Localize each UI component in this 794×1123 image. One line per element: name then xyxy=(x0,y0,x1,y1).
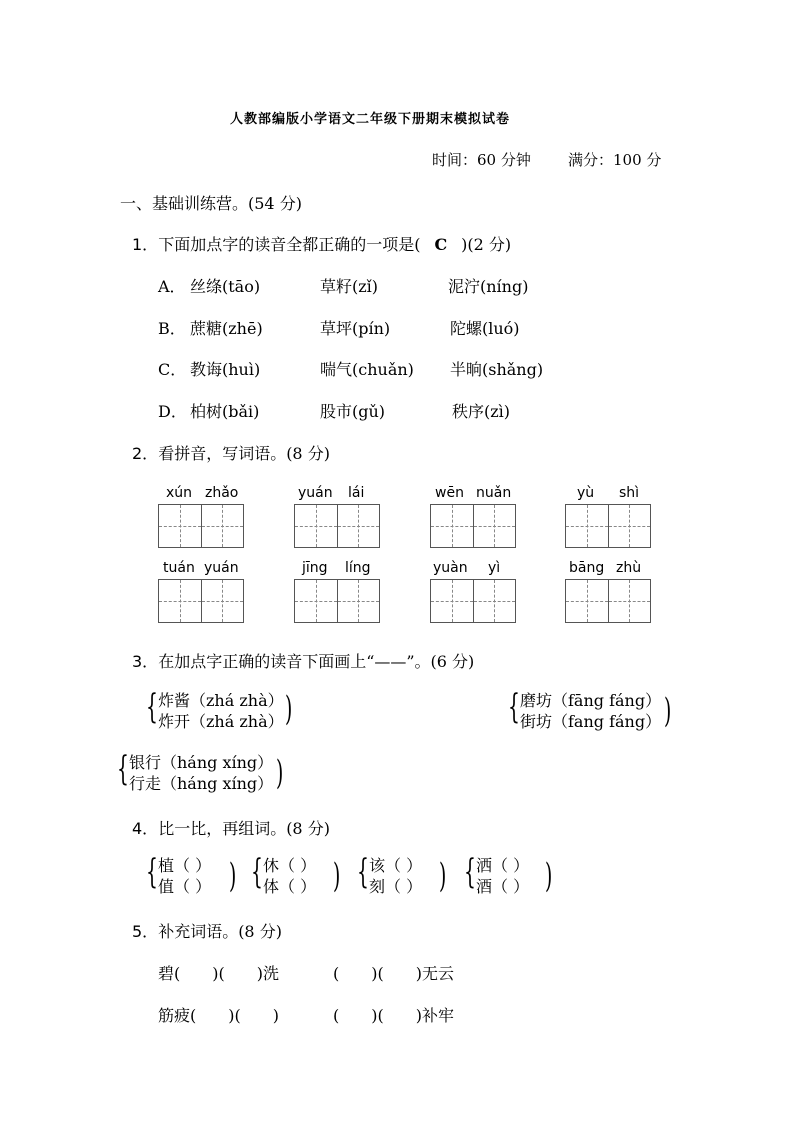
q5-idiom-3[interactable]: 筋疲( )( ) xyxy=(158,1006,279,1025)
q1-option-b-word-2: 草坪(pín) xyxy=(320,319,391,338)
q1-stem-after: )(2 分) xyxy=(461,235,512,254)
right-brace: ) xyxy=(285,689,293,729)
q1-option-c-letter: C． xyxy=(158,360,187,379)
exam-title: 人教部编版小学语文二年级下册期末模拟试卷 xyxy=(230,112,511,127)
q3-group-2 xyxy=(520,690,661,732)
q2-writing-grid[interactable] xyxy=(294,579,380,623)
q2-writing-grid[interactable] xyxy=(430,579,516,623)
q2-pinyin-1a: xún xyxy=(166,485,193,501)
right-brace: ) xyxy=(664,691,672,731)
q2-pinyin-4b: shì xyxy=(619,485,640,501)
exam-score: 满分：100 分 xyxy=(568,151,662,169)
left-brace: { xyxy=(357,852,369,892)
q5-stem xyxy=(132,919,282,942)
q1-option-b-word-1: 蔗糖(zhē) xyxy=(190,319,263,338)
left-brace: { xyxy=(508,687,520,727)
q1-option-c-word-2: 喘气(chuǎn) xyxy=(320,360,414,379)
q1-stem-before: 下面加点字的读音全都正确的一项是( xyxy=(158,235,421,254)
section-title: 一、基础训练营。(54 分) xyxy=(120,194,302,213)
q3-item[interactable]: 银行（háng xíng） xyxy=(129,753,274,772)
q2-number: 2． xyxy=(132,444,159,463)
q4-group-3 xyxy=(369,855,422,897)
q4-item[interactable]: 刻（ ） xyxy=(369,877,423,896)
right-brace: ) xyxy=(276,753,284,793)
q1-option-d-letter: D． xyxy=(158,402,187,421)
q1-option-d-word-3: 秩序(zì) xyxy=(452,402,511,421)
q4-number: 4． xyxy=(132,819,159,838)
q2-pinyin-6b: líng xyxy=(345,560,371,576)
q3-item[interactable]: 炸开（zhá zhà） xyxy=(158,712,284,731)
q1-stem xyxy=(132,232,511,255)
q3-item[interactable]: 街坊（fang fáng） xyxy=(520,712,662,731)
q3-stem-text: 在加点字正确的读音下面画上“——”。(6 分) xyxy=(158,652,475,671)
left-brace: { xyxy=(464,852,476,892)
q3-group-3 xyxy=(129,752,273,794)
q3-stem xyxy=(132,649,474,672)
q4-group-2 xyxy=(263,855,316,897)
q5-idiom-2[interactable]: ( )( )无云 xyxy=(333,964,454,983)
exam-time: 时间：60 分钟 xyxy=(432,151,531,169)
q3-number: 3． xyxy=(132,652,159,671)
q2-writing-grid[interactable] xyxy=(565,504,651,548)
q1-number: 1． xyxy=(132,235,159,254)
q1-option-c-word-3: 半晌(shǎng) xyxy=(450,360,544,379)
q4-item[interactable]: 值（ ） xyxy=(158,877,212,896)
q3-item[interactable]: 磨坊（fāng fáng） xyxy=(520,691,662,710)
q2-writing-grid[interactable] xyxy=(158,579,244,623)
q4-item[interactable]: 植（ ） xyxy=(158,856,212,875)
q2-writing-grid[interactable] xyxy=(294,504,380,548)
q2-pinyin-6a: jīng xyxy=(302,560,328,576)
q4-group-1 xyxy=(158,855,211,897)
q3-item[interactable]: 行走（háng xíng） xyxy=(129,774,274,793)
q2-writing-grid[interactable] xyxy=(565,579,651,623)
q5-idiom-4[interactable]: ( )( )补牢 xyxy=(333,1006,454,1025)
q1-option-b-word-3: 陀螺(luó) xyxy=(450,319,520,338)
q4-item[interactable]: 休（ ） xyxy=(263,856,317,875)
q1-option-d-word-1: 柏树(bǎi) xyxy=(190,402,260,421)
q2-pinyin-2a: yuán xyxy=(298,485,333,501)
q2-stem-text: 看拼音，写词语。(8 分) xyxy=(158,444,330,463)
q4-item[interactable]: 酒（ ） xyxy=(476,877,530,896)
q2-writing-grid[interactable] xyxy=(158,504,244,548)
q2-pinyin-4a: yù xyxy=(577,485,595,501)
q1-option-c-word-1: 教诲(huì) xyxy=(190,360,261,379)
q4-item[interactable]: 洒（ ） xyxy=(476,856,530,875)
q1-option-a-letter: A． xyxy=(158,277,186,296)
q5-number: 5． xyxy=(132,922,159,941)
q2-pinyin-5a: tuán xyxy=(163,560,195,576)
q2-pinyin-2b: lái xyxy=(348,485,365,501)
q4-item[interactable]: 体（ ） xyxy=(263,877,317,896)
q1-option-d-word-2: 股市(gǔ) xyxy=(320,402,386,421)
right-brace: ) xyxy=(439,856,447,896)
right-brace: ) xyxy=(333,856,341,896)
q4-stem xyxy=(132,816,330,839)
q3-group-1 xyxy=(158,690,284,732)
right-brace: ) xyxy=(229,856,237,896)
q1-option-b-letter: B． xyxy=(158,319,186,338)
q2-pinyin-7b: yì xyxy=(488,560,501,576)
left-brace: { xyxy=(251,852,263,892)
q4-item[interactable]: 该（ ） xyxy=(369,856,423,875)
q1-answer: C xyxy=(434,235,448,254)
q2-pinyin-8a: bāng xyxy=(569,560,605,576)
q2-pinyin-7a: yuàn xyxy=(433,560,468,576)
q1-option-a-word-2: 草籽(zǐ) xyxy=(320,277,379,296)
q2-pinyin-3a: wēn xyxy=(435,485,464,501)
left-brace: { xyxy=(117,749,129,789)
q5-stem-text: 补充词语。(8 分) xyxy=(158,922,282,941)
q3-item[interactable]: 炸酱（zhá zhà） xyxy=(158,691,284,710)
q2-writing-grid[interactable] xyxy=(430,504,516,548)
q2-stem xyxy=(132,441,330,464)
left-brace: { xyxy=(146,852,158,892)
q1-option-a-word-1: 丝绦(tāo) xyxy=(190,277,261,296)
q2-pinyin-5b: yuán xyxy=(204,560,239,576)
q2-pinyin-1b: zhǎo xyxy=(205,485,239,501)
q2-pinyin-8b: zhù xyxy=(616,560,642,576)
left-brace: { xyxy=(146,687,158,727)
q5-idiom-1[interactable]: 碧( )( )洗 xyxy=(158,964,279,983)
q4-stem-text: 比一比，再组词。(8 分) xyxy=(158,819,330,838)
q1-option-a-word-3: 泥泞(níng) xyxy=(448,277,529,296)
right-brace: ) xyxy=(545,856,553,896)
q2-pinyin-3b: nuǎn xyxy=(476,485,512,501)
q4-group-4 xyxy=(476,855,529,897)
